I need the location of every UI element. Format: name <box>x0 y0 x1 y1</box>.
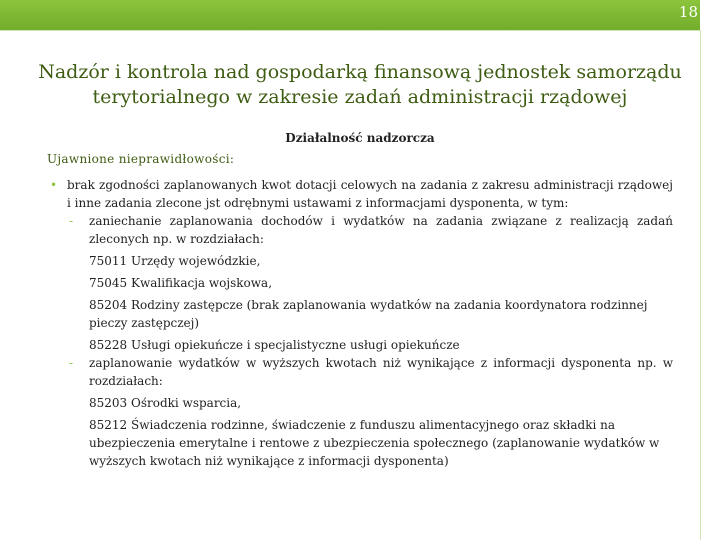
dash-item <box>47 354 673 390</box>
list-item: 75011 Urzędy wojewódzkie, <box>89 254 261 268</box>
list-item: 85204 Rodziny zastępcze (brak zaplanowania wydatków na zadania koordynatora rodzinnej pieczy zastępczej) <box>89 298 648 330</box>
dash-text: zaplanowanie wydatków w wyższych kwotach niż wynikające z informacji dysponenta np. w rozdziałach: <box>89 356 673 388</box>
subtitle: Działalność nadzorcza <box>285 131 435 145</box>
dash-marker-icon: - <box>69 214 74 228</box>
dash-text: zaniechanie zaplanowania dochodów i wydatków na zadania związane z realizacją zadań zleconych np. w rozdziałach: <box>89 214 673 246</box>
bullet-item <box>47 176 673 212</box>
bullet-marker-icon: • <box>50 178 58 192</box>
header-band <box>0 0 700 30</box>
dash-marker-icon: - <box>69 356 74 370</box>
list-item: 85228 Usługi opiekuńcze i specjalistyczne usługi opiekuńcze <box>89 338 460 352</box>
right-margin <box>700 0 720 540</box>
frame-line-horizontal <box>0 30 701 31</box>
list-item: 85212 Świadczenia rodzinne, świadczenie z funduszu alimentacyjnego oraz składki na ubezpieczenia emerytalne i rentowe z ubezpieczenia społecznego (zaplanowanie wydatków w wyższych kwotach niż wynikające z informacji dysponenta) <box>89 418 660 468</box>
section-label: Ujawnione nieprawidłowości: <box>47 152 235 166</box>
list-item: 85203 Ośrodki wsparcia, <box>89 396 242 410</box>
bullet-text: brak zgodności zaplanowanych kwot dotacji celowych na zadania z zakresu administracji rządowej i inne zadania zlecone jst odrębnymi ustawami z informacjami dysponenta, w tym: <box>67 178 673 210</box>
frame-line-vertical <box>700 30 701 540</box>
slide-body <box>47 176 673 470</box>
dash-item <box>47 212 673 248</box>
slide-number: 18 <box>678 3 698 21</box>
slide-title: Nadzór i kontrola nad gospodarką finansową jednostek samorządu terytorialnego w zakresie zadań administracji rządowej <box>38 61 682 108</box>
list-item: 75045 Kwalifikacja wojskowa, <box>89 276 273 290</box>
